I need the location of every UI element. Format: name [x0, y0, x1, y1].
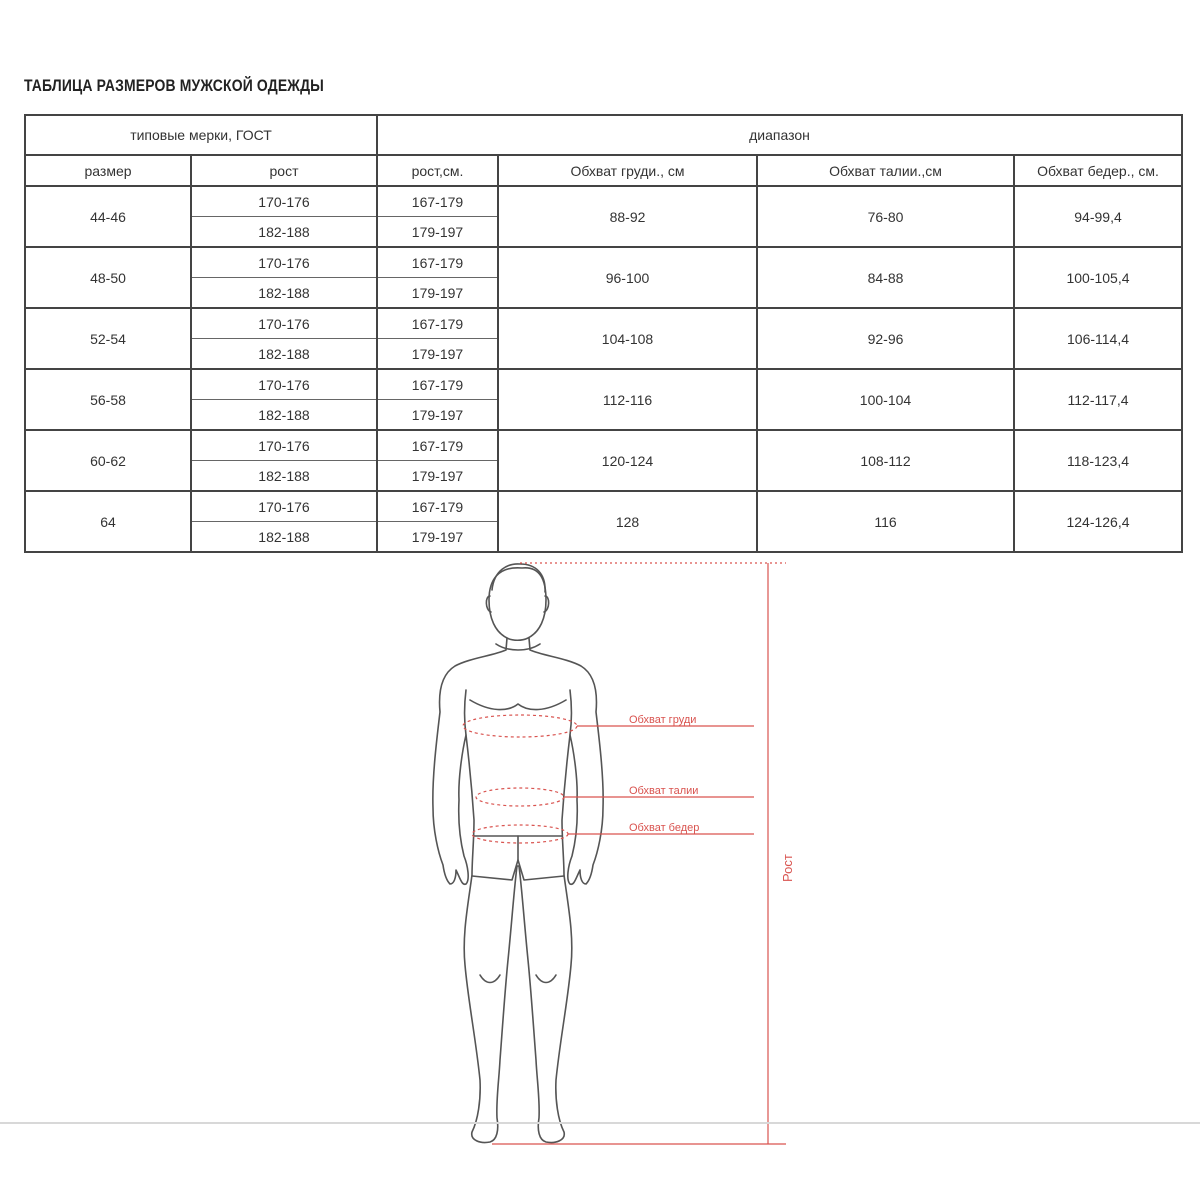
height-cm-cell: 167-179 — [377, 369, 498, 400]
hips-cell: 100-105,4 — [1014, 247, 1182, 308]
head-outline — [489, 568, 546, 640]
size-cell: 48-50 — [25, 247, 191, 308]
height-cell: 182-188 — [191, 217, 377, 248]
chest-cell: 96-100 — [498, 247, 757, 308]
table-row — [25, 430, 1182, 461]
column-header-height: рост — [191, 155, 377, 186]
hips-girth-ellipse — [472, 825, 568, 843]
table-row — [25, 369, 1182, 400]
height-cm-cell: 179-197 — [377, 217, 498, 248]
height-cell: 182-188 — [191, 461, 377, 492]
size-table — [24, 114, 1183, 553]
waist-cell: 76-80 — [757, 186, 1014, 247]
hips-cell: 112-117,4 — [1014, 369, 1182, 430]
column-header-row — [25, 155, 1182, 186]
measurement-labels — [629, 714, 795, 882]
height-cell: 170-176 — [191, 186, 377, 217]
chest-cell: 104-108 — [498, 308, 757, 369]
column-header-height-cm: рост,см. — [377, 155, 498, 186]
table-row — [25, 247, 1182, 278]
height-cell: 182-188 — [191, 278, 377, 309]
column-header-hips: Обхват бедер., см. — [1014, 155, 1182, 186]
group-header-range: диапазон — [377, 115, 1182, 155]
waist-cell: 116 — [757, 491, 1014, 552]
size-cell: 60-62 — [25, 430, 191, 491]
hips-cell: 118-123,4 — [1014, 430, 1182, 491]
height-cm-cell: 179-197 — [377, 461, 498, 492]
body-measurement-figure — [0, 556, 1200, 1156]
chest-label: Обхват груди — [629, 714, 697, 726]
page-title: ТАБЛИЦА РАЗМЕРОВ МУЖСКОЙ ОДЕЖДЫ — [24, 76, 324, 95]
waist-cell: 92-96 — [757, 308, 1014, 369]
left-knee-outline — [480, 975, 500, 983]
column-header-chest: Обхват груди., см — [498, 155, 757, 186]
hips-cell: 94-99,4 — [1014, 186, 1182, 247]
column-header-waist: Обхват талии.,см — [757, 155, 1014, 186]
height-cell: 182-188 — [191, 522, 377, 553]
height-cell: 182-188 — [191, 400, 377, 431]
body-outline — [433, 564, 603, 1143]
height-cm-cell: 179-197 — [377, 278, 498, 309]
height-cell: 170-176 — [191, 308, 377, 339]
collar-outline — [496, 644, 540, 650]
right-knee-outline — [536, 975, 556, 983]
waist-girth-ellipse — [476, 788, 564, 806]
chest-cell: 88-92 — [498, 186, 757, 247]
height-cell: 182-188 — [191, 339, 377, 370]
chest-cell: 112-116 — [498, 369, 757, 430]
table-row — [25, 491, 1182, 522]
chest-cell: 120-124 — [498, 430, 757, 491]
waist-cell: 100-104 — [757, 369, 1014, 430]
height-cm-cell: 179-197 — [377, 400, 498, 431]
height-cm-cell: 167-179 — [377, 186, 498, 217]
height-cell: 170-176 — [191, 369, 377, 400]
table-row — [25, 186, 1182, 217]
chest-cell: 128 — [498, 491, 757, 552]
column-header-size: размер — [25, 155, 191, 186]
floor-divider — [0, 1122, 1200, 1124]
height-label: Рост — [780, 854, 795, 882]
height-cm-cell: 167-179 — [377, 491, 498, 522]
chest-girth-ellipse — [463, 715, 577, 737]
height-cm-cell: 167-179 — [377, 430, 498, 461]
waist-cell: 108-112 — [757, 430, 1014, 491]
size-cell: 52-54 — [25, 308, 191, 369]
waist-label: Обхват талии — [629, 785, 699, 797]
size-cell: 56-58 — [25, 369, 191, 430]
height-cell: 170-176 — [191, 491, 377, 522]
body-silhouette-outline — [433, 638, 603, 1143]
group-header-gost: типовые мерки, ГОСТ — [25, 115, 377, 155]
height-cm-cell: 167-179 — [377, 308, 498, 339]
hips-label: Обхват бедер — [629, 822, 700, 834]
right-arm-inner-outline — [570, 690, 572, 735]
chest-outline — [470, 700, 566, 710]
height-cell: 170-176 — [191, 430, 377, 461]
waist-cell: 84-88 — [757, 247, 1014, 308]
body-outline-illustration — [0, 556, 1200, 1156]
group-header-row — [25, 115, 1182, 155]
height-cm-cell: 167-179 — [377, 247, 498, 278]
table-row — [25, 308, 1182, 339]
size-cell: 64 — [25, 491, 191, 552]
height-cm-cell: 179-197 — [377, 522, 498, 553]
height-cm-cell: 179-197 — [377, 339, 498, 370]
hips-cell: 106-114,4 — [1014, 308, 1182, 369]
hips-cell: 124-126,4 — [1014, 491, 1182, 552]
size-cell: 44-46 — [25, 186, 191, 247]
height-cell: 170-176 — [191, 247, 377, 278]
